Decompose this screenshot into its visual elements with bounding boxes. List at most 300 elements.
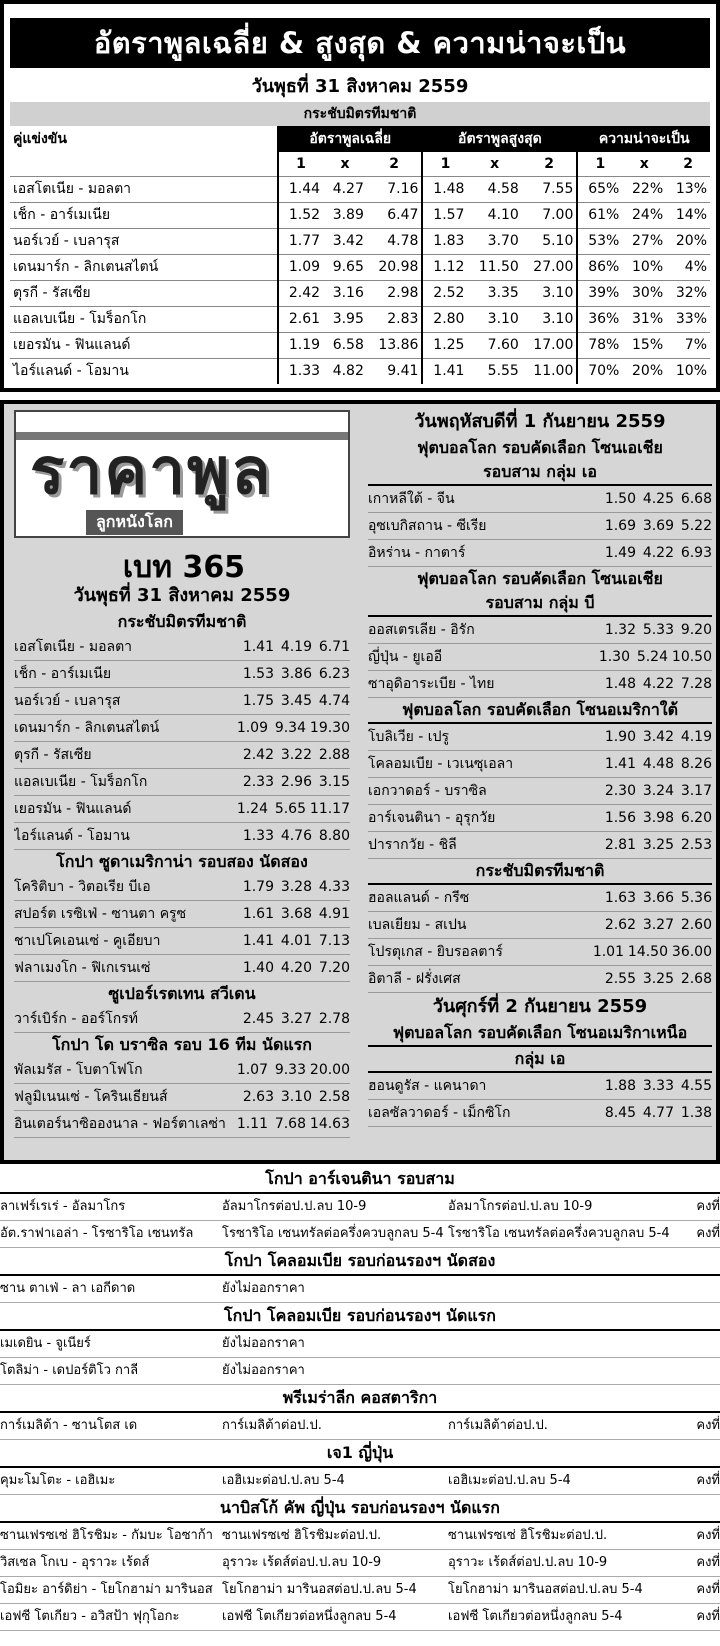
prob-x: 24% [622, 202, 666, 228]
odds-value: 5.22 [680, 518, 712, 534]
match-teams: แอลเบเนีย - โมร็อกโก [14, 774, 148, 790]
handicap-line-2: การ์เมลิต้าต่อป.ป. [448, 1418, 548, 1433]
odds-value: 2.45 [242, 1011, 274, 1027]
avg-odds-2: 7.16 [367, 176, 423, 202]
match-row [368, 513, 712, 540]
max-odds-x: 3.70 [467, 228, 521, 254]
avg-odds-x: 4.27 [323, 176, 367, 202]
average-odds-rows [10, 176, 710, 384]
max-odds-2: 7.00 [522, 202, 578, 228]
team-name: นอร์เวย์ - เบลารุส [10, 228, 278, 254]
league-heading: ฟุตบอลโลก รอบคัดเลือก โซนเอเชีย [417, 569, 663, 588]
match-row [14, 769, 350, 796]
handicap-line-2 [448, 1358, 674, 1384]
prob-2: 7% [666, 332, 710, 358]
match-row [14, 901, 350, 928]
match-teams: ซาน ตาเฟ่ - ลา เอกีดาด [0, 1281, 136, 1296]
match-teams: โคลอมเบีย - เวเนซุเอลา [368, 756, 514, 772]
odds-value: 2.53 [680, 837, 712, 853]
odds-value: 2.81 [604, 837, 636, 853]
prob-x: 27% [622, 228, 666, 254]
odds-value: 10.50 [671, 649, 712, 665]
odds-value: 1.24 [236, 801, 268, 817]
handicap-trend [674, 1276, 720, 1302]
match-row [368, 644, 712, 671]
odds-value: 8.26 [680, 756, 712, 772]
odds-value: 8.45 [604, 1105, 636, 1121]
odds-value: 3.42 [642, 729, 674, 745]
prob-h2: 2 [683, 155, 693, 172]
match-teams: ลาเฟร์เรเร่ - อัลมาโกร [0, 1199, 126, 1214]
handicap-row [0, 1550, 720, 1577]
odds-value: 7.13 [318, 933, 350, 949]
avg-odds-1: 1.09 [278, 254, 323, 280]
avg-odds-1: 2.61 [278, 306, 323, 332]
avg-odds-2: 9.41 [367, 358, 423, 384]
handicap-trend [674, 1331, 720, 1357]
match-row [14, 634, 350, 661]
handicap-row [0, 1221, 720, 1248]
odds-value: 3.15 [318, 774, 350, 790]
league-title: กระชับมิตรทีมชาติ [10, 102, 710, 126]
team-name: เยอรมัน - ฟินแลนด์ [10, 332, 278, 358]
match-teams: โตลิม่า - เดปอร์ติโว กาลี [0, 1363, 139, 1378]
match-teams: อิตาลี - ฝรั่งเศส [368, 971, 461, 987]
odds-value: 1.53 [242, 666, 274, 682]
odds-value: 5.33 [642, 622, 674, 638]
odds-value: 2.63 [242, 1089, 274, 1105]
avg-odds-x: 9.65 [323, 254, 367, 280]
league-heading: รอบสาม กลุ่ม เอ [368, 460, 712, 486]
odds-value: 2.55 [604, 971, 636, 987]
odds-value: 3.68 [280, 906, 312, 922]
match-row [14, 1111, 350, 1138]
odds-value: 7.68 [274, 1116, 306, 1132]
match-teams: ชาเปโคเอนเซ่ - คูเอียบา [14, 933, 161, 949]
handicap-line-1: ยังไม่ออกราคา [222, 1281, 305, 1296]
match-teams: ออสเตรเลีย - อิรัก [368, 622, 475, 638]
handicap-line-1: ซานเฟรซเซ่ ฮิโรชิมะต่อป.ป. [222, 1528, 382, 1543]
league-heading: โกปา โด บราซิล รอบ 16 ทีม นัดแรก [52, 1035, 312, 1054]
match-row [14, 742, 350, 769]
max-odds-x: 5.55 [467, 358, 521, 384]
prob-2: 20% [666, 228, 710, 254]
handicap-row [0, 1331, 720, 1358]
odds-value: 1.75 [242, 693, 274, 709]
league-heading: โกปา อาร์เจนตินา รอบสาม [0, 1166, 720, 1194]
max-h1: 1 [422, 152, 467, 176]
odds-value: 2.68 [680, 971, 712, 987]
match-teams: เอสโตเนีย - มอลตา [14, 639, 133, 655]
match-row [368, 832, 712, 859]
odds-value: 2.58 [318, 1089, 350, 1105]
prob-1: 61% [577, 202, 622, 228]
match-teams: อาร์เจนตินา - อุรุกวัย [368, 810, 496, 826]
match-teams: ตุรกี - รัสเซีย [14, 747, 92, 763]
match-teams: พัลเมรัส - โบตาโฟโก [14, 1062, 143, 1078]
raka-pool-logo [14, 410, 350, 538]
odds-value: 1.07 [236, 1062, 268, 1078]
odds-value: 1.11 [236, 1116, 268, 1132]
match-teams: เอกวาดอร์ - บราซิล [368, 783, 487, 799]
odds-value: 1.41 [242, 639, 274, 655]
max-odds-2: 3.10 [522, 306, 578, 332]
max-odds-x: 11.50 [467, 254, 521, 280]
handicap-row [0, 1604, 720, 1631]
odds-value: 1.50 [604, 491, 636, 507]
handicap-line-1: เอฟซี โตเกียวต่อหนึ่งลูกลบ 5-4 [222, 1609, 397, 1624]
match-row [368, 486, 712, 513]
handicap-line-2: อุราวะ เร้ดส์ต่อป.ป.ลบ 10-9 [448, 1555, 608, 1570]
odds-value: 3.22 [280, 747, 312, 763]
odds-value: 3.25 [642, 971, 674, 987]
league-heading: ฟุตบอลโลก รอบคัดเลือก โซนอเมริกาใต้ [368, 698, 712, 724]
odds-value: 1.41 [604, 756, 636, 772]
prob-1: 65% [577, 176, 622, 202]
match-row [14, 715, 350, 742]
match-row [368, 939, 712, 966]
match-row [368, 1073, 712, 1100]
odds-value: 1.40 [242, 960, 274, 976]
avg-odds-2: 20.98 [367, 254, 423, 280]
league-heading: กระชับมิตรทีมชาติ [368, 859, 712, 885]
max-odds-1: 1.12 [422, 254, 467, 280]
match-teams: นอร์เวย์ - เบลารุส [14, 693, 121, 709]
league-heading: โกปา ซูดาเมริกาน่า รอบสอง นัดสอง [56, 852, 308, 871]
prob-x: 20% [622, 358, 666, 384]
odds-value: 3.69 [642, 518, 674, 534]
max-odds-header: อัตราพูลสูงสุด [422, 126, 577, 152]
odds-value: 14.63 [309, 1116, 350, 1132]
avg-odds-1: 1.77 [278, 228, 323, 254]
odds-value: 1.01 [592, 944, 624, 960]
match-row [14, 796, 350, 823]
match-teams: ไอร์แลนด์ - โอมาน [14, 828, 130, 844]
match-row [368, 778, 712, 805]
odds-value: 3.28 [280, 879, 312, 895]
odds-value: 4.22 [642, 676, 674, 692]
odds-value: 1.32 [604, 622, 636, 638]
match-teams: เยอรมัน - ฟินแลนด์ [14, 801, 132, 817]
handicap-line-2 [448, 1276, 674, 1302]
handicap-trend: คงที่ [696, 1528, 720, 1543]
odds-value: 4.76 [280, 828, 312, 844]
prob-2: 4% [666, 254, 710, 280]
odds-value: 4.77 [642, 1105, 674, 1121]
odds-table-row [10, 202, 710, 228]
odds-value: 4.74 [318, 693, 350, 709]
avg-odds-x: 4.82 [323, 358, 367, 384]
odds-table-row [10, 332, 710, 358]
match-teams: เดนมาร์ก - ลิกเตนสไตน์ [14, 720, 160, 736]
odds-value: 1.79 [242, 879, 274, 895]
prob-1: 78% [577, 332, 622, 358]
max-odds-1: 2.80 [422, 306, 467, 332]
odds-value: 1.56 [604, 810, 636, 826]
odds-value: 7.28 [680, 676, 712, 692]
odds-value: 5.36 [680, 890, 712, 906]
league-heading: ฟุตบอลโลก รอบคัดเลือก โซนเอเชีย [417, 438, 663, 457]
match-teams: คุมะโมโตะ - เอฮิเมะ [0, 1473, 116, 1488]
odds-value: 36.00 [671, 944, 712, 960]
match-teams: อินเตอร์นาซิอองนาล - ฟอร์ตาเลซ่า [14, 1116, 226, 1132]
max-odds-2: 27.00 [522, 254, 578, 280]
bet365-section [0, 400, 720, 1164]
prob-x: 31% [622, 306, 666, 332]
match-row [14, 688, 350, 715]
handicap-line-1: อุราวะ เร้ดส์ต่อป.ป.ลบ 10-9 [222, 1555, 382, 1570]
match-row [368, 671, 712, 698]
right-odds-column [368, 408, 712, 1127]
prob-1: 70% [577, 358, 622, 384]
odds-table-row [10, 306, 710, 332]
odds-value: 1.48 [604, 676, 636, 692]
odds-value: 1.90 [604, 729, 636, 745]
league-heading: นาบิสโก้ คัพ ญี่ปุ่น รอบก่อนรองฯ นัดแรก [0, 1495, 720, 1523]
match-teams: อัต.ราฟาเอล่า - โรซาริโอ เซนทรัล [0, 1226, 194, 1241]
max-odds-x: 3.10 [467, 306, 521, 332]
odds-value: 1.09 [236, 720, 268, 736]
league-heading: โกปา โคลอมเบีย รอบก่อนรองฯ นัดแรก [0, 1303, 720, 1331]
odds-value: 1.49 [604, 545, 636, 561]
handicap-trend: คงที่ [696, 1555, 720, 1570]
odds-value: 4.22 [642, 545, 674, 561]
odds-value: 1.38 [680, 1105, 712, 1121]
team-name: เอสโตเนีย - มอลตา [10, 176, 278, 202]
match-teams: การ์เมลิต้า - ซานโตส เด [0, 1418, 138, 1433]
handicap-line-2: โรซาริโอ เซนทรัลต่อครึ่งควบลูกลบ 5-4 [448, 1226, 670, 1241]
odds-table-row [10, 176, 710, 202]
odds-value: 1.33 [242, 828, 274, 844]
handicap-row [0, 1194, 720, 1221]
avg-odds-1: 1.33 [278, 358, 323, 384]
handicap-row [0, 1276, 720, 1303]
match-teams: โปรตุเกส - ยิบรอลตาร์ [368, 944, 503, 960]
max-odds-2: 17.00 [522, 332, 578, 358]
max-odds-x: 4.10 [467, 202, 521, 228]
league-heading: กระชับมิตรทีมชาติ [117, 612, 247, 631]
odds-value: 3.24 [642, 783, 674, 799]
odds-value: 7.20 [318, 960, 350, 976]
handicap-line-2: อัลมาโกรต่อป.ป.ลบ 10-9 [448, 1199, 593, 1214]
max-odds-1: 1.83 [422, 228, 467, 254]
prob-h1: 1 [577, 152, 622, 176]
average-odds-section [0, 0, 720, 392]
avg-odds-1: 1.19 [278, 332, 323, 358]
league-heading: รอบสาม กลุ่ม บี [368, 591, 712, 617]
match-row [368, 966, 712, 993]
avg-odds-1: 1.44 [278, 176, 323, 202]
league-heading: วันศุกร์ที่ 2 กันยายน 2559 [432, 996, 648, 1017]
odds-value: 8.80 [318, 828, 350, 844]
league-heading: โกปา โคลอมเบีย รอบก่อนรองฯ นัดสอง [0, 1248, 720, 1276]
handicap-trend: คงที่ [696, 1226, 720, 1241]
odds-table-row [10, 358, 710, 384]
match-teams: วาร์เบิร์ก - ออร์โกรท์ [14, 1011, 138, 1027]
match-row [14, 661, 350, 688]
odds-value: 6.68 [680, 491, 712, 507]
odds-value: 6.71 [318, 639, 350, 655]
odds-value: 4.01 [280, 933, 312, 949]
odds-table-row [10, 254, 710, 280]
odds-value: 1.88 [604, 1078, 636, 1094]
match-row [368, 540, 712, 567]
odds-value: 4.91 [318, 906, 350, 922]
handicap-trend: คงที่ [696, 1473, 720, 1488]
prob-2: 13% [666, 176, 710, 202]
max-odds-x: 3.35 [467, 280, 521, 306]
odds-value: 2.96 [280, 774, 312, 790]
odds-value: 4.19 [280, 639, 312, 655]
avg-h2: 2 [389, 155, 400, 172]
odds-value: 19.30 [309, 720, 350, 736]
odds-value: 5.24 [636, 649, 668, 665]
avg-odds-2: 2.83 [367, 306, 423, 332]
odds-value: 6.20 [680, 810, 712, 826]
match-teams: เกาหลีใต้ - จีน [368, 491, 455, 507]
prob-2: 10% [666, 358, 710, 384]
odds-value: 4.48 [642, 756, 674, 772]
handicap-trend: คงที่ [696, 1418, 720, 1433]
match-teams: โคริติบา - วิตอเรีย บีเอ [14, 879, 151, 895]
match-teams: เอลซัลวาดอร์ - เม็กซิโก [368, 1105, 511, 1121]
league-heading: ซูเปอร์เรตเทน สวีเดน [108, 984, 256, 1003]
avg-odds-x: 3.42 [323, 228, 367, 254]
bookmaker-name: เบท 365 [122, 550, 246, 585]
max-odds-2: 3.10 [522, 280, 578, 306]
max-odds-2: 7.55 [522, 176, 578, 202]
max-hx: x [490, 155, 500, 172]
team-name: ตุรกี - รัสเซีย [10, 280, 278, 306]
column-group-header [10, 126, 710, 152]
avg-hx: x [340, 155, 350, 172]
odds-value: 4.33 [318, 879, 350, 895]
odds-value: 4.19 [680, 729, 712, 745]
match-teams: อุซเบกิสถาน - ซีเรีย [368, 518, 487, 534]
match-teams: โบลิเวีย - เปรู [368, 729, 449, 745]
logo-sub-text: ลูกหนังโลก [86, 510, 183, 535]
team-column-header: คู่แข่งขัน [13, 131, 67, 147]
handicap-trend: คงที่ [696, 1582, 720, 1597]
match-row [14, 823, 350, 850]
match-teams: ฮอนดูรัส - แคนาดา [368, 1078, 487, 1094]
league-heading: ฟุตบอลโลก รอบคัดเลือก โซนอเมริกาเหนือ [368, 1021, 712, 1047]
handicap-line-2: เอฟซี โตเกียวต่อหนึ่งลูกลบ 5-4 [448, 1609, 623, 1624]
odds-value: 4.55 [680, 1078, 712, 1094]
match-teams: ซาอุดิอาระเบีย - ไทย [368, 676, 495, 692]
match-row [368, 912, 712, 939]
max-odds-1: 2.52 [422, 280, 467, 306]
max-odds-2: 11.00 [522, 358, 578, 384]
handicap-row [0, 1358, 720, 1385]
handicap-row [0, 1413, 720, 1440]
odds-value: 6.23 [318, 666, 350, 682]
handicap-line-1: ยังไม่ออกราคา [222, 1363, 305, 1378]
odds-value: 1.61 [242, 906, 274, 922]
team-name: เช็ก - อาร์เมเนีย [10, 202, 278, 228]
handicap-line-1: โรซาริโอ เซนทรัลต่อครึ่งควบลูกลบ 5-4 [222, 1226, 444, 1241]
odds-value: 3.45 [280, 693, 312, 709]
odds-value: 20.00 [309, 1062, 350, 1078]
handicap-line-2: เอฮิเมะต่อป.ป.ลบ 5-4 [448, 1473, 571, 1488]
max-odds-1: 1.25 [422, 332, 467, 358]
odds-value: 4.20 [280, 960, 312, 976]
handicap-line-1: โยโกฮาม่า มารินอสต่อป.ป.ลบ 5-4 [222, 1582, 417, 1597]
average-odds-table [10, 102, 710, 384]
odds-value: 2.30 [604, 783, 636, 799]
match-row [368, 751, 712, 778]
page-title: อัตราพูลเฉลี่ย & สูงสุด & ความน่าจะเป็น [10, 18, 710, 68]
odds-value: 3.66 [642, 890, 674, 906]
odds-table-row [10, 228, 710, 254]
prob-2: 14% [666, 202, 710, 228]
team-name: แอลเบเนีย - โมร็อกโก [10, 306, 278, 332]
handicap-row [0, 1577, 720, 1604]
handicap-section [0, 1166, 720, 1646]
prob-x: 10% [622, 254, 666, 280]
odds-value: 2.62 [604, 917, 636, 933]
odds-value: 6.93 [680, 545, 712, 561]
avg-odds-x: 6.58 [323, 332, 367, 358]
odds-value: 9.33 [274, 1062, 306, 1078]
odds-value: 3.27 [642, 917, 674, 933]
odds-value: 1.63 [604, 890, 636, 906]
max-odds-1: 1.48 [422, 176, 467, 202]
match-teams: ซานเฟรซเซ่ ฮิโรชิมะ - กัมบะ โอซาก้า [0, 1528, 213, 1543]
max-odds-1: 1.41 [422, 358, 467, 384]
odds-value: 2.60 [680, 917, 712, 933]
handicap-row [0, 1468, 720, 1495]
league-heading: วันพฤหัสบดีที่ 1 กันยายน 2559 [414, 411, 666, 432]
odds-value: 3.10 [280, 1089, 312, 1105]
odds-value: 3.33 [642, 1078, 674, 1094]
handicap-line-1: ยังไม่ออกราคา [222, 1336, 305, 1351]
odds-value: 1.41 [242, 933, 274, 949]
match-row [368, 885, 712, 912]
odds-value: 3.27 [280, 1011, 312, 1027]
prob-1: 39% [577, 280, 622, 306]
handicap-line-2: โยโกฮาม่า มารินอสต่อป.ป.ลบ 5-4 [448, 1582, 643, 1597]
handicap-line-1: อัลมาโกรต่อป.ป.ลบ 10-9 [222, 1199, 367, 1214]
avg-odds-2: 4.78 [367, 228, 423, 254]
avg-odds-header: อัตราพูลเฉลี่ย [278, 126, 422, 152]
handicap-line-2 [448, 1331, 674, 1357]
avg-odds-1: 1.52 [278, 202, 323, 228]
match-row [14, 928, 350, 955]
handicap-trend [674, 1358, 720, 1384]
odds-value: 4.25 [642, 491, 674, 507]
max-odds-2: 5.10 [522, 228, 578, 254]
max-h2: 2 [544, 155, 554, 172]
left-odds-column [14, 582, 350, 1138]
team-name: ไอร์แลนด์ - โอมาน [10, 358, 278, 384]
avg-odds-x: 3.95 [323, 306, 367, 332]
handicap-line-1: การ์เมลิต้าต่อป.ป. [222, 1418, 322, 1433]
prob-1: 36% [577, 306, 622, 332]
prob-x: 22% [622, 176, 666, 202]
match-teams: ฟลูมิเนนเซ่ - โครินเธียนส์ [14, 1089, 168, 1105]
prob-hx: x [639, 155, 649, 172]
handicap-trend: คงที่ [696, 1609, 720, 1624]
max-odds-x: 4.58 [467, 176, 521, 202]
match-row [368, 1100, 712, 1127]
prob-x: 15% [622, 332, 666, 358]
odds-value: 2.33 [242, 774, 274, 790]
avg-odds-x: 3.16 [323, 280, 367, 306]
odds-value: 9.20 [680, 622, 712, 638]
avg-odds-1: 2.42 [278, 280, 323, 306]
odds-value: 11.17 [309, 801, 350, 817]
